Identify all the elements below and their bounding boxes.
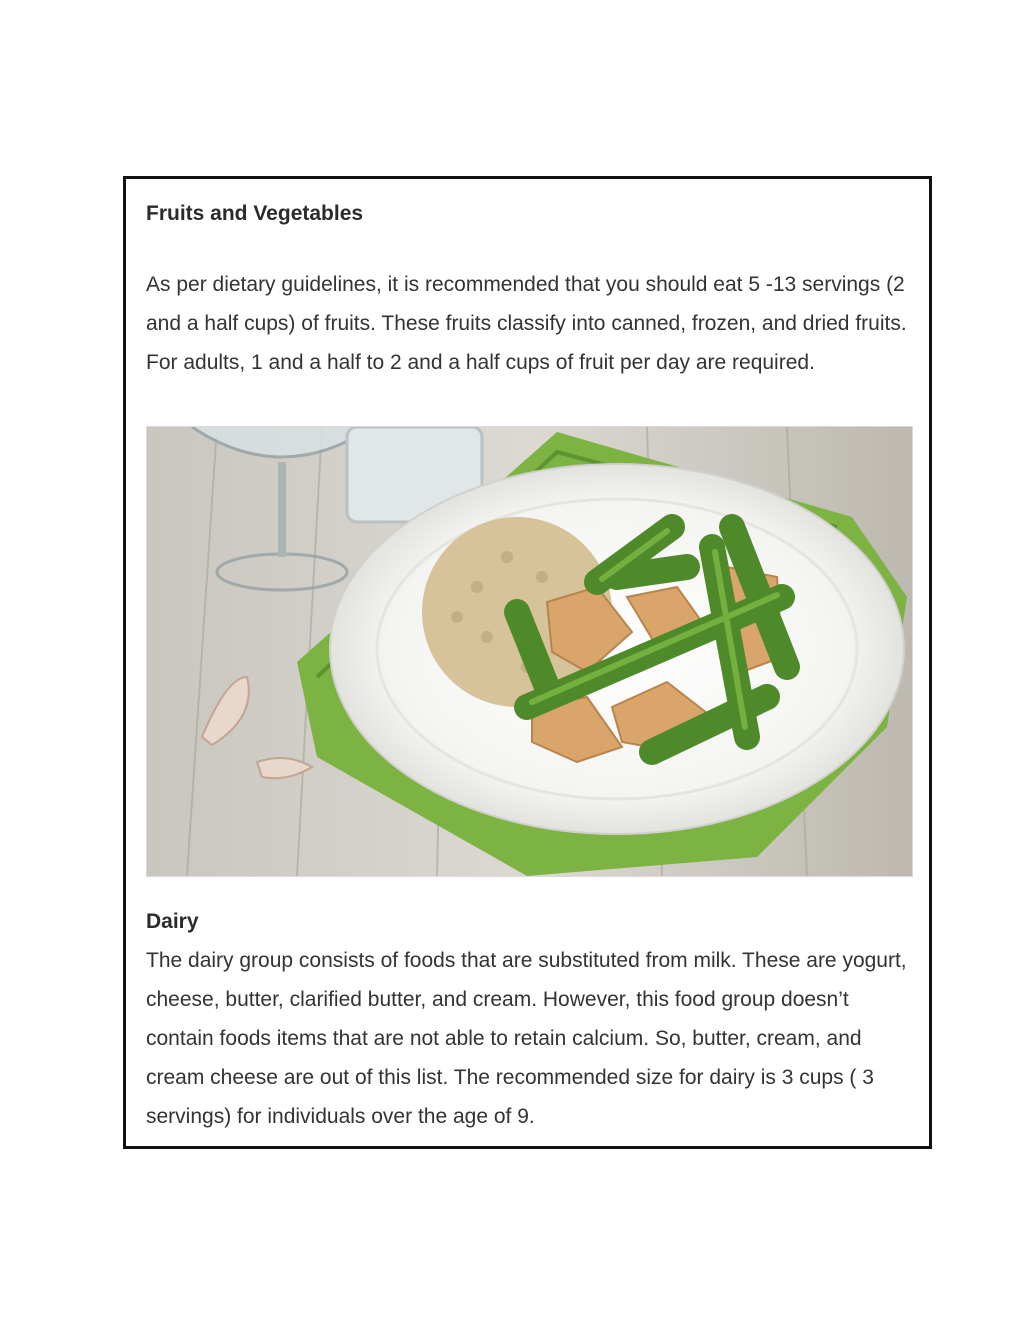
- fruits-heading: Fruits and Vegetables: [146, 202, 364, 225]
- dairy-paragraph: The dairy group consists of foods that are substituted from milk. These are yogurt, cheese, butter, clarified butter, and cream. However, this food group doesn’t contain foods items that are not able to retain calcium. So, butter, cream, and cream cheese are out of this list. The recommended size for dairy is 3 cups ( 3 servings) for individuals over the age of 9.: [146, 949, 907, 1128]
- fruits-paragraph: As per dietary guidelines, it is recommended that you should eat 5 -13 servings (2 and a half cups) of fruits. These fruits classify into canned, frozen, and dried fruits. For adults, 1 and a half to 2 and a half cups of fruit per day are required.: [146, 273, 907, 374]
- plate: [330, 464, 904, 834]
- content-box: [123, 176, 932, 1149]
- dairy-heading: Dairy: [146, 910, 199, 933]
- food-photo: [146, 426, 913, 877]
